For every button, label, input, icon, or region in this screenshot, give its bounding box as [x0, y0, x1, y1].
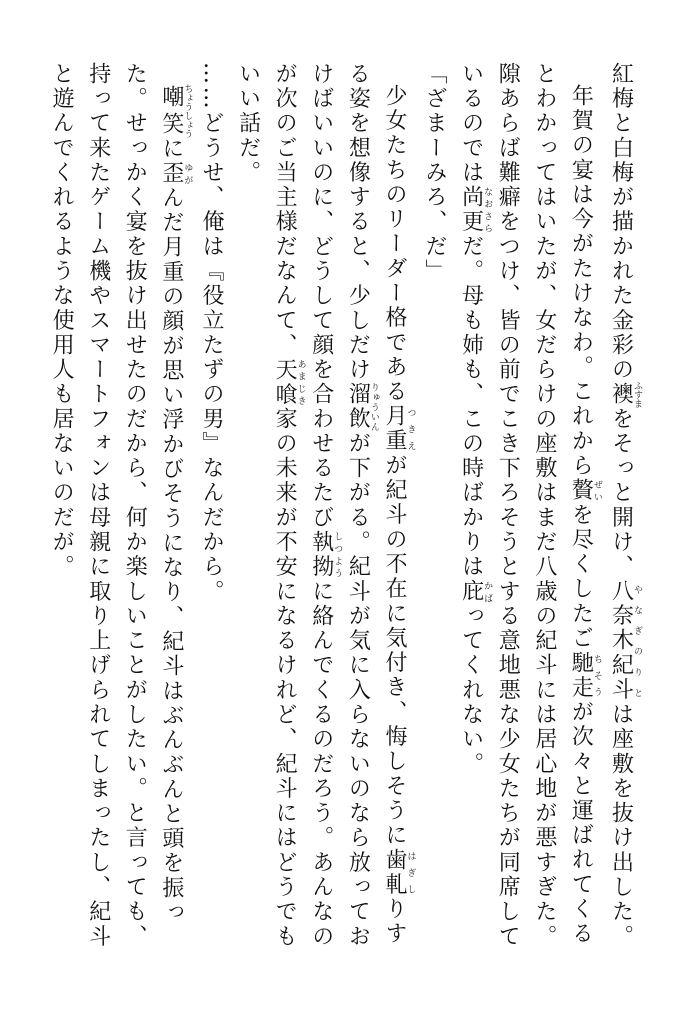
ruby-base: 溜飲 — [345, 382, 371, 432]
text-run: 家の未来が不安になるけれど、紀斗にはどうでもいい話だ。 — [235, 62, 298, 950]
ruby-base: 歯軋 — [381, 847, 407, 898]
ruby-reading: ちそう — [591, 650, 602, 700]
ruby-word — [272, 357, 306, 407]
ruby-reading: つきえ — [405, 404, 416, 454]
ruby-word — [381, 847, 416, 898]
ruby-reading: ちょうしょう — [182, 84, 193, 138]
ruby-base: 八奈木紀斗 — [608, 579, 634, 703]
ruby-word — [458, 185, 493, 235]
ruby-word — [158, 84, 193, 138]
ruby-reading: ゆが — [182, 161, 193, 187]
ruby-base: 馳走 — [568, 650, 594, 701]
ruby-reading: はぎし — [405, 847, 416, 898]
ruby-reading: かば — [482, 579, 493, 605]
ruby-base: 尚更 — [458, 185, 484, 235]
ruby-base: 贅 — [568, 478, 594, 503]
text-run: が紀斗の不在に気付き、悔しそうに — [381, 453, 407, 848]
ruby-base: 襖 — [608, 381, 634, 409]
ruby-base: 嘲笑 — [158, 84, 184, 138]
text-run: は座敷を抜け出した。 — [608, 702, 634, 950]
text-run: だ。母も姉も、この時ばかりは — [458, 234, 484, 580]
ruby-reading: りゅういん — [368, 382, 379, 432]
ruby-reading: ぜい — [591, 478, 602, 503]
text-run: ってくれない。 — [458, 604, 484, 777]
text-run: んだ月重の顔が思い浮かびそうになり、紀斗はぶんぶんと頭を振った。せっかく宴を抜け出せたのだから、何か楽しいことがしたい。と言っても、持って来たゲーム機やスマートフォンは母親に取り上げられてしまったし、紀斗と遊んでくれるような使用人も居ないのだが。 — [49, 62, 184, 950]
paragraph — [602, 62, 642, 962]
text-run: を尽くしたご — [568, 502, 594, 651]
text-run: 年賀の宴は今がたけなわ。これから — [568, 84, 594, 479]
paragraph — [192, 62, 229, 962]
paragraph — [229, 62, 415, 962]
text-run: 紅梅と白梅が描かれた金彩の — [608, 62, 634, 383]
ruby-reading: なおさら — [482, 185, 493, 235]
ruby-word — [568, 478, 602, 503]
ruby-word — [308, 530, 343, 580]
ruby-word — [381, 404, 416, 454]
ruby-word — [345, 382, 379, 432]
text-run: に絡んでくるのだろう。あんなのが次のご当主様だなんて、 — [272, 62, 334, 950]
text-run: 「ざまーみろ、だ」 — [422, 62, 448, 284]
ruby-reading: ふすま — [632, 381, 642, 409]
ruby-word — [158, 161, 193, 187]
text-run: 少女たちのリーダー格である — [381, 84, 407, 405]
paragraph — [43, 62, 193, 962]
ruby-base: 月重 — [381, 404, 407, 454]
ruby-reading: あまじき — [295, 357, 306, 407]
ruby-reading: やなぎのりと — [632, 579, 642, 703]
paragraph — [452, 62, 602, 962]
text-run: が下がる。紀斗が気に入らないのなら放っておけばいいのに、どうして顔を合わせるたび — [308, 62, 371, 950]
text-run: に — [158, 136, 184, 162]
ruby-word — [608, 381, 642, 409]
ruby-reading: しつよう — [332, 530, 343, 580]
ruby-base: 執拗 — [308, 530, 334, 580]
text-run: ……どうせ、俺は『役立たずの男』なんだから。 — [198, 62, 224, 605]
text-run: が次々と運ばれてくるとわかってはいたが、女だらけの座敷はまだ八歳の紀斗には居心地が悪すぎた。隙あらば難癖をつけ、皆の前でこき下ろそうとする意地悪な少女たちが同席しているのでは — [458, 62, 594, 950]
text-run: りする姿を想像すると、少しだけ — [345, 62, 407, 947]
text-run: をそっと開け、 — [608, 406, 634, 580]
ruby-word — [458, 579, 493, 605]
ruby-base: 歪 — [158, 161, 184, 187]
ruby-base: 天喰 — [272, 357, 298, 407]
ruby-word — [608, 579, 642, 703]
ruby-base: 庇 — [458, 579, 484, 605]
vertical-text-body — [43, 62, 643, 962]
paragraph — [415, 62, 452, 962]
ruby-word — [568, 650, 602, 701]
